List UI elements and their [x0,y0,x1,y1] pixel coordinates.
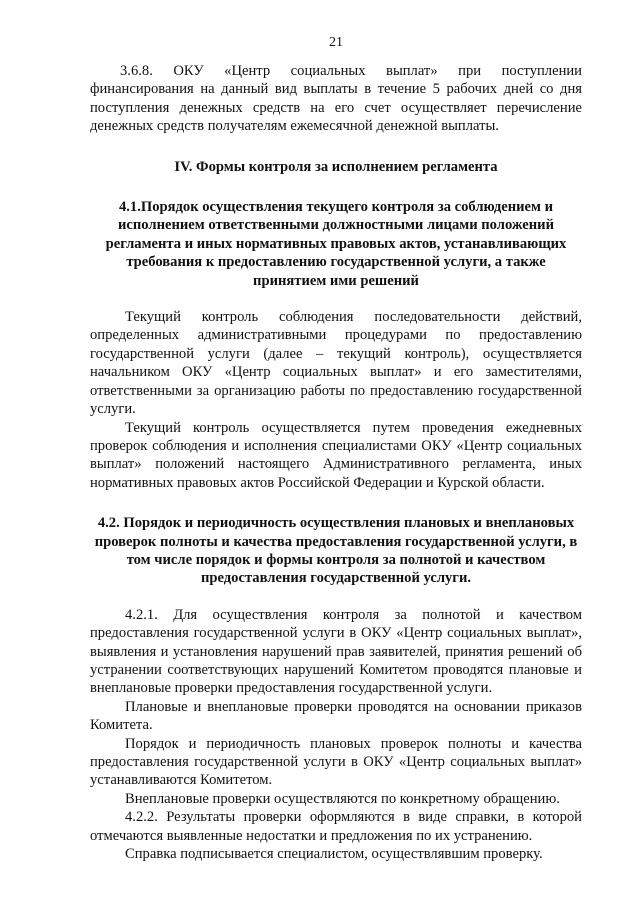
section-4-2-paragraph-4: Внеплановые проверки осуществляются по конкретному обращению. [125,790,560,807]
spacer [90,588,582,606]
section-4-2-paragraph-2: Плановые и внеплановые проверки проводятся на основании приказов Комитета. [90,698,582,734]
section-4-1-heading: 4.1.Порядок осуществления текущего контроля за соблюдением и исполнением ответственными должностными лицами положений регламента и иных нормативных правовых актов, устанавливающих требования к предоставлению государственной услуги, а также принятием ими решений [105,199,567,289]
spacer [90,492,582,514]
section-4-2-paragraph-5: 4.2.2. Результаты проверки оформляются в виде справки, в которой отмечаются выявленные недостатки и предложения по их устранению. [90,809,582,844]
section-4-1-paragraph-2: Текущий контроль осуществляется путем проведения ежедневных проверок соблюдения и исполнения специалистами ОКУ «Центр социальных выплат» положений настоящего Административного регламента, иных нормативных правовых актов Российской Федерации и Курской области. [90,419,582,491]
section-4-2-paragraph-6: Справка подписывается специалистом, осуществлявшим проверку. [125,846,543,863]
page-number: 21 [329,35,343,50]
section-iv-heading: IV. Формы контроля за исполнением регламента [174,158,498,175]
section-4-2-heading: 4.2. Порядок и периодичность осуществления плановых и внеплановых проверок полноты и качества предоставления государственной услуги, в том числе порядок и формы контроля за полнотой и качеством предоставления государственной услуги. [94,515,578,587]
spacer [90,176,582,198]
section-4-2-paragraph-3: Порядок и периодичность плановых проверок полноты и качества предоставления государственной услуги в ОКУ «Центр социальных выплат» устанавливаются Комитетом. [90,735,582,789]
spacer [90,290,582,308]
spacer [90,136,582,158]
section-4-2-paragraph-1: 4.2.1. Для осуществления контроля за полнотой и качеством предоставления государственной услуги в ОКУ «Центр социальных выплат», выявления и установления нарушений прав заявителей, принятия решений об устранении соответствующих нарушений Комитетом проводятся плановые и внеплановые проверки предоставления государственной услуги. [90,606,582,697]
section-4-1-paragraph-1: Текущий контроль соблюдения последовательности действий, определенных административными процедурами по предоставлению государственной услуги (далее – текущий контроль), осуществляется начальником ОКУ «Центр социальных выплат» и его заместителями, ответственными за организацию работы по предоставлению государственной услуги. [90,309,582,418]
paragraph-3-6-8: 3.6.8. ОКУ «Центр социальных выплат» при поступлении финансирования на данный вид выплаты в течение 5 рабочих дней со дня поступления денежных средств на его счет осуществляет перечисление денежных средств получателям ежемесячной денежной выплаты. [90,63,582,135]
